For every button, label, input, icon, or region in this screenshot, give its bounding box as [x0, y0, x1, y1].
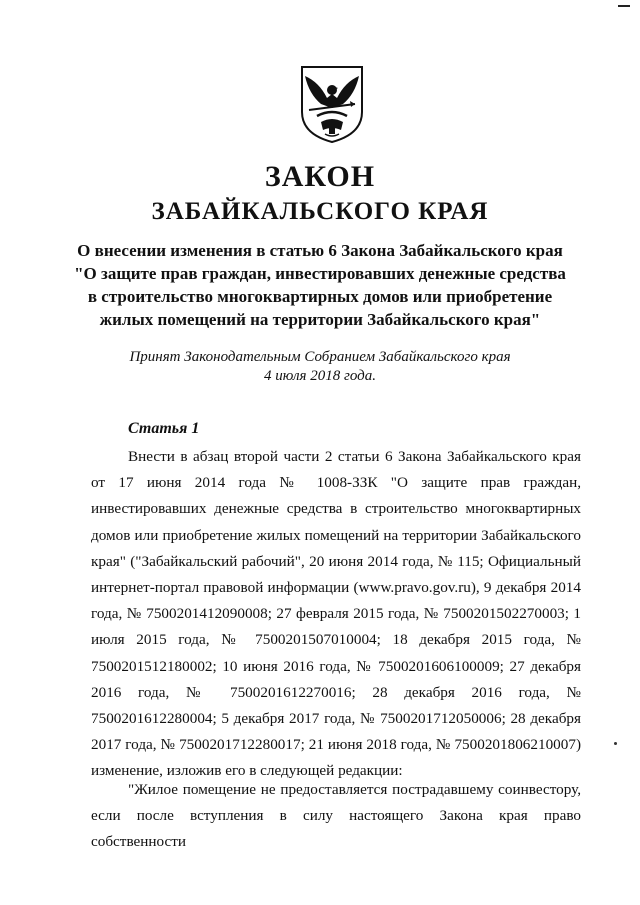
document-title: ЗАКОН: [264, 160, 376, 193]
subtitle-line: "О защите прав граждан, инвестировавших денежные средства: [74, 264, 566, 283]
scan-speck: [614, 742, 617, 745]
subtitle-line: О внесении изменения в статью 6 Закона Забайкальского края: [77, 241, 563, 260]
article-heading: Статья 1: [128, 420, 200, 437]
coat-of-arms-icon: [297, 64, 367, 144]
law-subtitle: [60, 239, 580, 331]
article-paragraph: Внести в абзац второй части 2 статьи 6 Закона Забайкальского края от 17 июня 2014 года № 1008-ЗЗК "О защите прав граждан, инвестировавших денежные средства в строительство многоквартирных домов или приобретение жилых помещений на территории Забайкальского края" ("Забайкальский рабочий", 20 июня 2014 года, № 115; Официальный интернет-портал правовой информации (www.pravo.gov.ru), 9 декабря 2014 года, № 7500201412090008; 27 февраля 2015 года, № 7500201502270003; 1 июля 2015 года, № 7500201507010004; 18 декабря 2015 года, № 7500201512180002; 10 июня 2016 года, № 7500201606100009; 27 декабря 2016 года, № 7500201612270016; 28 декабря 2016 года, № 7500201612280004; 5 декабря 2017 года, № 7500201712050006; 28 декабря 2017 года, № 7500201712280017; 21 июня 2018 года, № 7500201806210007) изменение, изложив его в следующей редакции:: [91, 448, 581, 780]
adoption-note: [100, 348, 540, 386]
subtitle-line: жилых помещений на территории Забайкальского края": [99, 310, 541, 329]
adoption-date: 4 июля 2018 года.: [264, 368, 376, 384]
quoted-paragraph: "Жилое помещение не предоставляется пострадавшему соинвестору, если после вступления в силу настоящего Закона края право собственности: [91, 781, 581, 851]
document-region-title: ЗАБАЙКАЛЬСКОГО КРАЯ: [151, 198, 489, 225]
adoption-line: Принят Законодательным Собранием Забайкальского края: [129, 349, 511, 365]
scan-corner-mark: [618, 0, 630, 7]
subtitle-line: в строительство многоквартирных домов или приобретение: [87, 287, 553, 306]
